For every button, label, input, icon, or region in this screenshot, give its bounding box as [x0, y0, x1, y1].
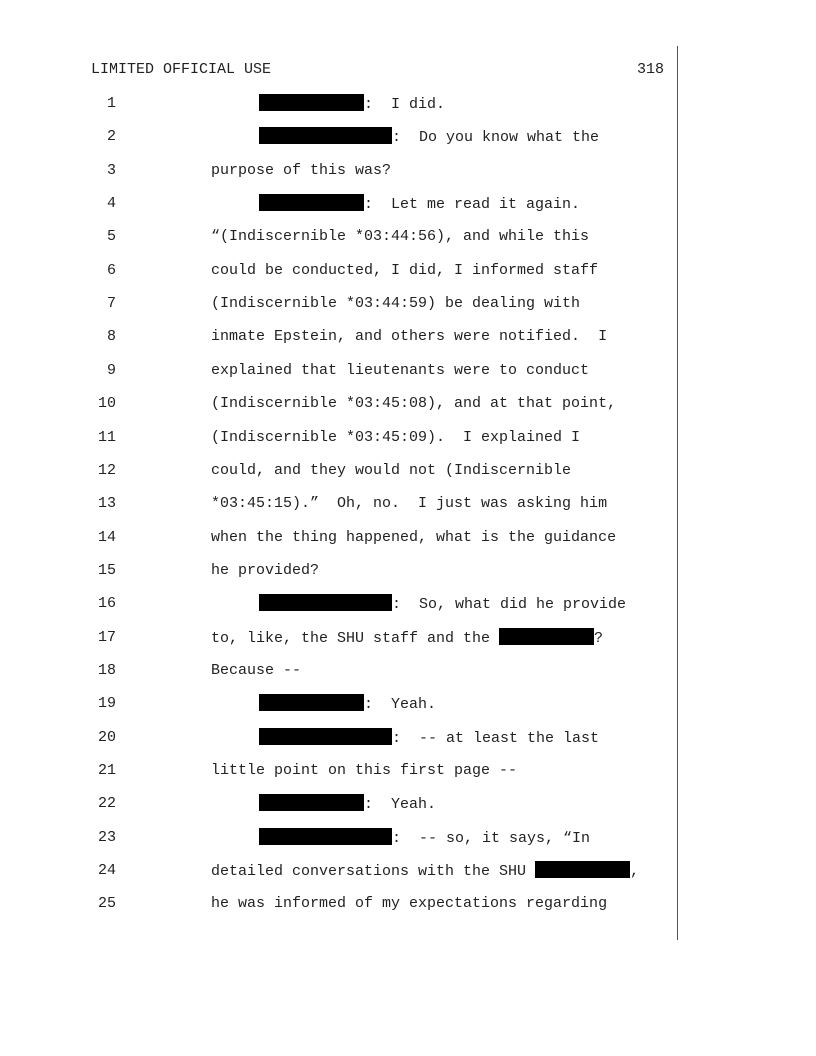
line-content: little point on this first page --	[211, 762, 518, 779]
line-content: : Let me read it again.	[364, 196, 581, 213]
line-text	[259, 794, 436, 815]
line-content: could be conducted, I did, I informed staff	[211, 262, 599, 279]
line-content: purpose of this was?	[211, 162, 392, 179]
line-content: “(Indiscernible *03:44:56), and while this	[211, 228, 590, 245]
transcript-line	[0, 594, 816, 614]
line-number: 2	[106, 128, 116, 145]
transcript-line	[0, 194, 816, 214]
line-content: he was informed of my expectations regarding	[211, 895, 608, 912]
line-number: 21	[97, 762, 116, 779]
line-content: : Yeah.	[364, 796, 437, 813]
line-number: 23	[97, 829, 116, 846]
line-number: 14	[97, 529, 116, 546]
line-number: 19	[97, 695, 116, 712]
line-content: Because --	[211, 662, 302, 679]
line-content: : Do you know what the	[392, 129, 600, 146]
line-number: 16	[97, 595, 116, 612]
line-content: : Yeah.	[364, 696, 437, 713]
line-number: 4	[106, 195, 116, 212]
line-number: 5	[106, 228, 116, 245]
line-number: 24	[97, 862, 116, 879]
line-number: 11	[97, 429, 116, 446]
line-text	[211, 227, 589, 247]
line-text	[211, 428, 580, 448]
line-number: 13	[97, 495, 116, 512]
line-text	[211, 861, 639, 882]
transcript-line	[0, 494, 816, 514]
line-content: (Indiscernible *03:44:59) be dealing with	[211, 295, 581, 312]
transcript-line	[0, 694, 816, 714]
line-trailing-punct: ,	[630, 863, 640, 880]
transcript-line	[0, 861, 816, 881]
transcript-line	[0, 628, 816, 648]
redaction-block	[259, 127, 392, 144]
line-number: 9	[106, 362, 116, 379]
document-marking: LIMITED OFFICIAL USE	[91, 61, 272, 78]
line-number: 22	[97, 795, 116, 812]
line-text	[211, 461, 571, 481]
line-text	[211, 261, 598, 281]
redaction-block	[259, 828, 392, 845]
transcript-line	[0, 761, 816, 781]
line-text	[259, 594, 626, 615]
line-content: explained that lieutenants were to conduct	[211, 362, 590, 379]
line-number: 7	[106, 295, 116, 312]
transcript-line	[0, 361, 816, 381]
redaction-block	[535, 861, 630, 878]
transcript-line	[0, 461, 816, 481]
transcript-line	[0, 894, 816, 914]
transcript-line	[0, 227, 816, 247]
line-number: 25	[97, 895, 116, 912]
line-content: : So, what did he provide	[392, 596, 627, 613]
line-text	[211, 361, 589, 381]
transcript-line	[0, 127, 816, 147]
line-text	[211, 628, 603, 649]
line-trailing-punct: ?	[594, 630, 604, 647]
line-number: 12	[97, 462, 116, 479]
line-number: 6	[106, 262, 116, 279]
transcript-line	[0, 261, 816, 281]
redaction-block	[259, 194, 364, 211]
line-number: 8	[106, 328, 116, 345]
line-content: : -- so, it says, “In	[392, 830, 591, 847]
line-text	[211, 561, 319, 581]
line-number: 17	[97, 629, 116, 646]
line-content: *03:45:15).” Oh, no. I just was asking him	[211, 495, 608, 512]
transcript-line	[0, 161, 816, 181]
line-content: when the thing happened, what is the guidance	[211, 529, 617, 546]
line-text	[259, 127, 599, 148]
line-text	[211, 661, 301, 681]
transcript-line	[0, 661, 816, 681]
transcript-line	[0, 528, 816, 548]
line-text	[211, 894, 607, 914]
line-text	[259, 728, 599, 749]
line-text	[211, 494, 607, 514]
transcript-line	[0, 728, 816, 748]
line-content: inmate Epstein, and others were notified. I	[211, 328, 608, 345]
line-number: 18	[97, 662, 116, 679]
redaction-block	[259, 728, 392, 745]
transcript-line	[0, 828, 816, 848]
redaction-block	[259, 594, 392, 611]
line-text	[211, 394, 616, 414]
line-content: : -- at least the last	[392, 730, 600, 747]
line-content: (Indiscernible *03:45:08), and at that point,	[211, 395, 617, 412]
line-text	[211, 161, 391, 181]
redaction-block	[259, 94, 364, 111]
transcript-line	[0, 94, 816, 114]
transcript-line	[0, 561, 816, 581]
line-text	[211, 528, 616, 548]
transcript-line	[0, 428, 816, 448]
line-content: he provided?	[211, 562, 320, 579]
line-number: 15	[97, 562, 116, 579]
line-text	[259, 194, 580, 215]
line-content: detailed conversations with the SHU	[211, 863, 536, 880]
line-text	[259, 694, 436, 715]
line-text	[259, 94, 445, 115]
line-content: to, like, the SHU staff and the	[211, 630, 500, 647]
redaction-block	[259, 694, 364, 711]
line-number: 20	[97, 729, 116, 746]
page-number: 318	[637, 61, 665, 78]
line-content: (Indiscernible *03:45:09). I explained I	[211, 429, 581, 446]
line-content: : I did.	[364, 96, 446, 113]
redaction-block	[499, 628, 594, 645]
transcript-line	[0, 294, 816, 314]
line-number: 3	[106, 162, 116, 179]
line-text	[211, 294, 580, 314]
transcript-line	[0, 327, 816, 347]
line-text	[211, 327, 607, 347]
transcript-line	[0, 794, 816, 814]
transcript-line	[0, 394, 816, 414]
line-content: could, and they would not (Indiscernible	[211, 462, 572, 479]
line-text	[211, 761, 517, 781]
line-number: 10	[97, 395, 116, 412]
redaction-block	[259, 794, 364, 811]
line-number: 1	[106, 95, 116, 112]
line-text	[259, 828, 590, 849]
